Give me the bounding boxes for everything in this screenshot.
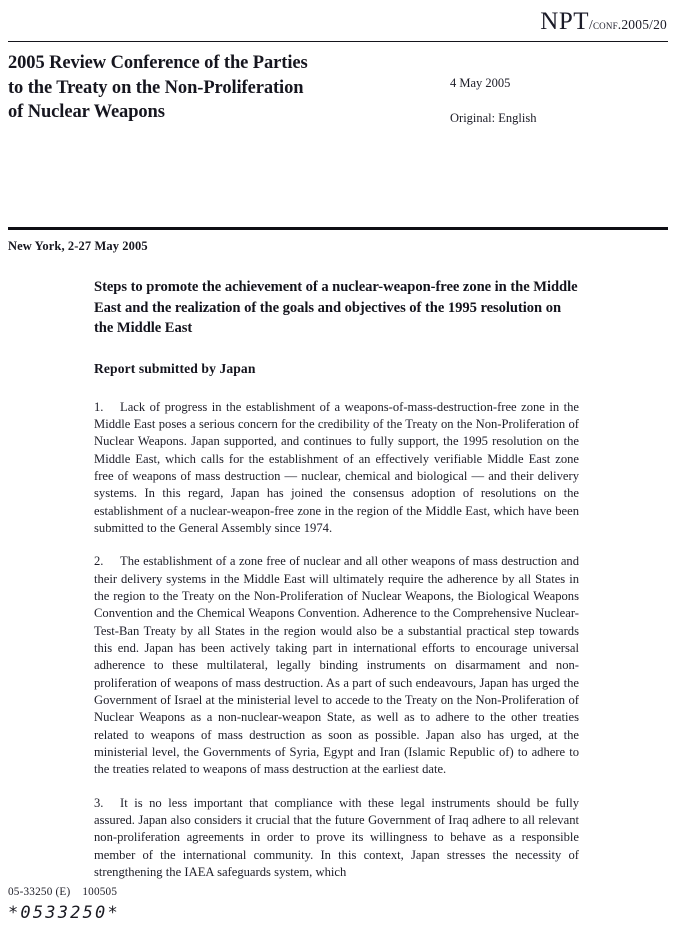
paragraph-number: 2. <box>94 554 104 569</box>
document-symbol-sub: /conf.2005/20 <box>589 17 667 32</box>
document-date: 4 May 2005 <box>450 76 511 90</box>
report-subheading: Report submitted by Japan <box>94 360 256 376</box>
paragraph-text: It is no less important that compliance with these legal instruments should be fully assured. Japan also considers it crucial that the future Government of Iraq adhere to all relevant non-proliferation agreements in order to prove its willingness to behave as a responsible member of the international community. In this context, Japan stresses the necessity of strengthening the IAEA safeguards system, which <box>94 795 579 880</box>
paragraph-text: The establishment of a zone free of nuclear and all other weapons of mass destruction and their delivery systems in the Middle East will ultimately require the adherence by all States in the region to the Treaty on the Non-Proliferation of Nuclear Weapons, the Biological Weapons Convention and the Chemical Weapons Convention. Adherence to the Comprehensive Nuclear-Test-Ban Treaty by all States in the region would also be a substantial practical step towards this end. Japan has been actively taking part in international efforts to encourage universal adherence to these multilateral, legally binding instruments on disarmament and non-proliferation of weapons of mass destruction. As a part of such endeavours, Japan has urged the Government of Israel at the ministerial level to accede to the Treaty on the Non-Proliferation of Nuclear Weapons as a non-nuclear-weapon State, as well as to adhere to the other treaties related to weapons of mass destruction as soon as possible. Japan also has urged, at the ministerial level, the Governments of Syria, Egypt and Iran (Islamic Republic of) to adhere to the treaties related to weapons of mass destruction at the earliest date. <box>94 554 579 777</box>
body-paragraph <box>94 553 579 778</box>
document-symbol <box>540 9 667 34</box>
page-title: Steps to promote the achievement of a nuclear-weapon-free zone in the Middle East and the realization of the goals and objectives of the 1995 resolution on the Middle East <box>94 279 578 336</box>
document-body <box>94 277 579 881</box>
paragraph-number: 3. <box>94 795 104 810</box>
body-paragraph <box>94 795 579 882</box>
barcode-text: *0533250* <box>8 903 120 923</box>
paragraph-text: Lack of progress in the establishment of a weapons-of-mass-destruction-free zone in the Middle East poses a serious concern for the credibility of the Treaty on the Non-Proliferation of Nuclear Weapons. Japan supported, and continues to fully support, the 1995 resolution on the Middle East, which calls for the establishment of an effectively verifiable Middle East zone free of weapons of mass destruction — nuclear, chemical and biological — and their delivery systems. In this regard, Japan has joined the consensus adoption of resolutions on the establishment of a nuclear-weapon-free zone in the region of the Middle East, which have been submitted to the General Assembly since 1974. <box>94 399 579 535</box>
conference-title <box>8 51 408 125</box>
conference-title-line-2: to the Treaty on the Non-Proliferation <box>8 77 304 98</box>
session-location-dates: New York, 2-27 May 2005 <box>8 239 148 253</box>
job-number: 05-33250 (E) 100505 <box>8 886 118 898</box>
conference-title-line-1: 2005 Review Conference of the Parties <box>8 53 308 73</box>
document-meta <box>450 76 665 125</box>
page-footer <box>8 886 408 923</box>
conference-title-line-3: of Nuclear Weapons <box>8 102 165 122</box>
document-symbol-main: NPT <box>540 8 590 35</box>
paragraph-number: 1. <box>94 399 104 414</box>
body-paragraph <box>94 399 579 538</box>
document-original-language: Original: English <box>450 111 537 125</box>
session-rule <box>8 227 668 230</box>
header-rule <box>8 41 668 42</box>
